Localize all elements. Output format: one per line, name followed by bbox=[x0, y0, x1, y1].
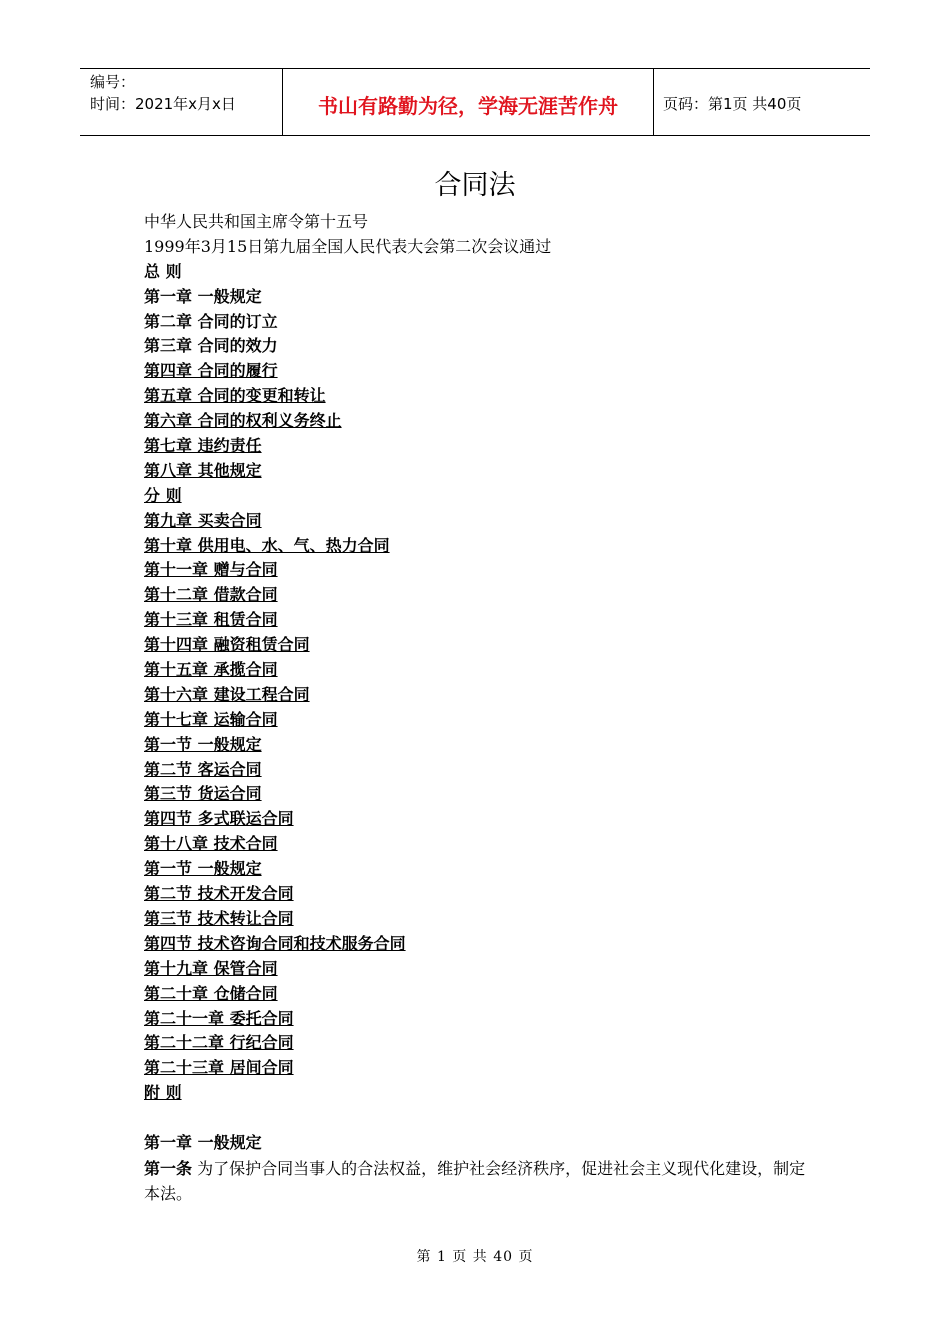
document-number-label: 编号： bbox=[90, 73, 136, 91]
toc-link[interactable]: 第十六章 建设工程合同 bbox=[144, 684, 310, 704]
toc-link[interactable]: 第五章 合同的变更和转让 bbox=[144, 386, 326, 406]
toc-link[interactable]: 第二十二章 行纪合同 bbox=[144, 1033, 294, 1053]
document-title: 合同法 bbox=[434, 170, 516, 201]
toc-link[interactable]: 第十五章 承揽合同 bbox=[144, 660, 278, 680]
chapter-heading: 第一章 一般规定 bbox=[144, 1132, 262, 1152]
toc-link[interactable]: 第九章 买卖合同 bbox=[144, 510, 262, 530]
toc-plain-item: 第二章 合同的订立 bbox=[144, 311, 278, 331]
toc-link[interactable]: 附 则 bbox=[144, 1083, 182, 1103]
issuer-line: 中华人民共和国主席令第十五号 bbox=[144, 212, 369, 231]
header-page-info: 页码：第1页 共40页 bbox=[663, 94, 802, 113]
page-header bbox=[80, 68, 870, 136]
toc-link[interactable]: 第三节 货运合同 bbox=[144, 784, 262, 804]
toc-link[interactable]: 第二十一章 委托合同 bbox=[144, 1008, 294, 1028]
toc-link[interactable]: 第四节 技术咨询合同和技术服务合同 bbox=[144, 933, 406, 953]
toc-link[interactable]: 第七章 违约责任 bbox=[144, 436, 262, 456]
toc-link[interactable]: 第一节 一般规定 bbox=[144, 734, 262, 754]
toc-link[interactable]: 第四章 合同的履行 bbox=[144, 361, 278, 381]
toc-link[interactable]: 第二十三章 居间合同 bbox=[144, 1058, 294, 1078]
toc-plain-item: 第三章 合同的效力 bbox=[144, 336, 278, 356]
toc-link[interactable]: 第十八章 技术合同 bbox=[144, 834, 278, 854]
document-body bbox=[144, 210, 814, 1206]
toc-link[interactable]: 第二十章 仓储合同 bbox=[144, 983, 278, 1003]
toc-link[interactable]: 第十七章 运输合同 bbox=[144, 709, 278, 729]
header-meta bbox=[80, 69, 282, 135]
toc-link[interactable]: 第二节 技术开发合同 bbox=[144, 884, 294, 904]
spacer bbox=[144, 1106, 814, 1131]
toc-link[interactable]: 第十二章 借款合同 bbox=[144, 585, 278, 605]
toc-link[interactable]: 第二节 客运合同 bbox=[144, 759, 262, 779]
toc-link[interactable]: 第八章 其他规定 bbox=[144, 460, 262, 480]
toc-link[interactable]: 分 则 bbox=[144, 485, 182, 505]
document-date-label: 时间：2021年x月x日 bbox=[90, 95, 236, 113]
article-text: 为了保护合同当事人的合法权益，维护社会经济秩序，促进社会主义现代化建设，制定本法。 bbox=[144, 1158, 806, 1203]
table-of-contents bbox=[144, 359, 814, 1106]
toc-link[interactable]: 第一节 一般规定 bbox=[144, 859, 262, 879]
toc-link[interactable]: 第六章 合同的权利义务终止 bbox=[144, 411, 342, 431]
article-paragraph bbox=[144, 1156, 809, 1206]
page-footer: 第 1 页 共 40 页 bbox=[416, 1249, 534, 1265]
toc-link[interactable]: 第十四章 融资租赁合同 bbox=[144, 635, 310, 655]
toc-link[interactable]: 第四节 多式联运合同 bbox=[144, 809, 294, 829]
header-motto: 书山有路勤为径，学海无涯苦作舟 bbox=[282, 69, 654, 135]
toc-link[interactable]: 第十三章 租赁合同 bbox=[144, 610, 278, 630]
toc-link[interactable]: 第十章 供用电、水、气、热力合同 bbox=[144, 535, 390, 555]
toc-link[interactable]: 第十一章 赠与合同 bbox=[144, 560, 278, 580]
article-number: 第一条 bbox=[144, 1158, 193, 1178]
part-general-heading: 总 则 bbox=[144, 261, 182, 281]
toc-link[interactable]: 第三节 技术转让合同 bbox=[144, 908, 294, 928]
adoption-line: 1999年3月15日第九届全国人民代表大会第二次会议通过 bbox=[144, 236, 552, 256]
toc-plain-item: 第一章 一般规定 bbox=[144, 286, 262, 306]
toc-link[interactable]: 第十九章 保管合同 bbox=[144, 958, 278, 978]
